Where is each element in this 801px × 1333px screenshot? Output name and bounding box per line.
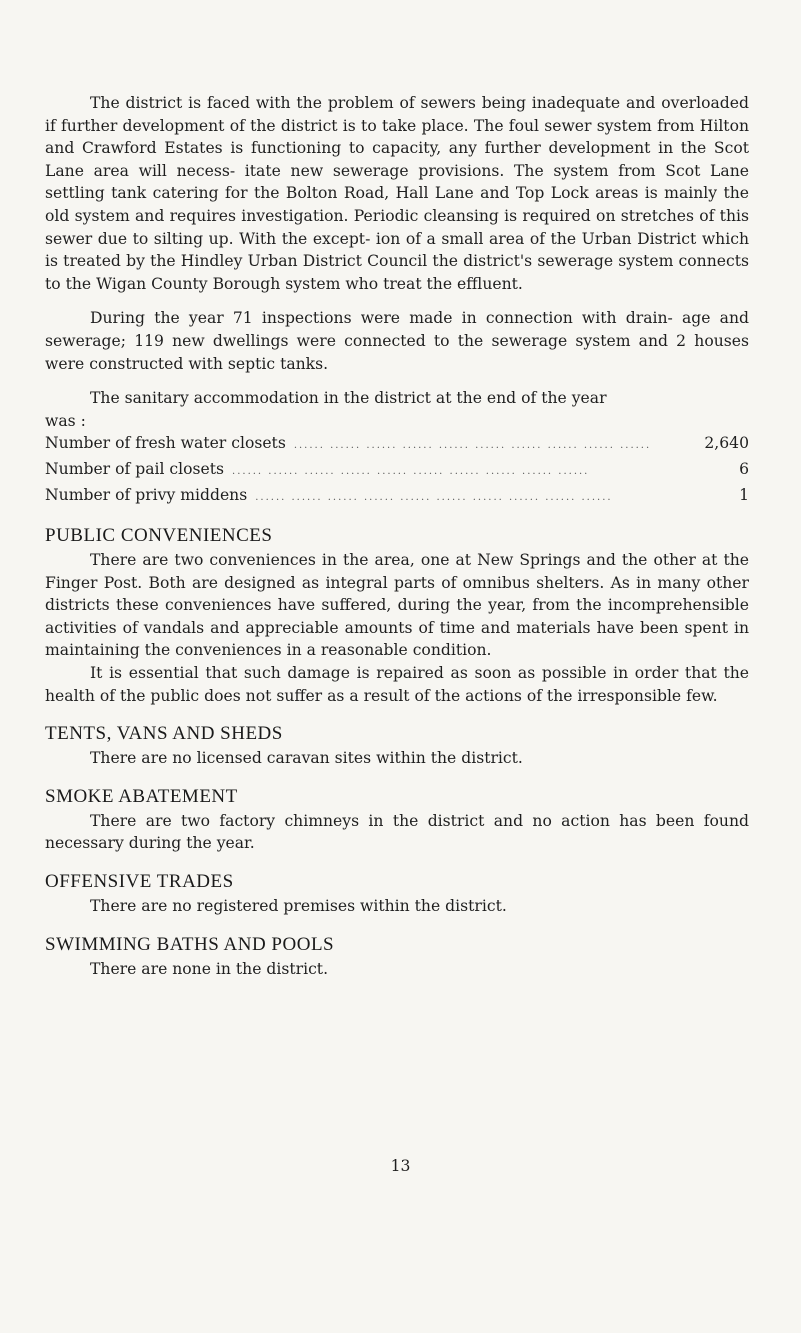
paragraph-damage: It is essential that such damage is repaired as soon as possible in order that the health of the public does not suffer as a result of the actions of the irresponsible few. <box>45 664 749 705</box>
stat-row-fresh-water-closets <box>45 432 749 458</box>
dot-leader <box>294 432 699 458</box>
stat-row-privy-middens <box>45 484 749 510</box>
paragraph-sanitary-intro: The sanitary accommodation in the district at the end of the year <box>90 389 607 408</box>
sanitary-stats-list <box>45 432 749 509</box>
paragraph-sewers: The district is faced with the problem of sewers being inadequate and overloaded if further development of the district is to take place. The foul sewer system from Hilton and Crawford Estates is functioning to capacity, any further development in the Scot Lane area will necess- itate new sewerage provisions. The system from Scot Lane settling tank catering for the Bolton Road, Hall Lane and Top Lock areas is mainly the old system and requires investigation. Periodic cleansing is required on stretches of this sewer due to silting up. With the except- ion of a small area of the Urban District which is treated by the Hindley Urban District Council the district's sewerage system connects to the Wigan County Borough system who treat the effluent. <box>45 94 749 293</box>
stat-label: Number of fresh water closets <box>45 434 286 453</box>
heading-smoke-abatement: SMOKE ABATEMENT <box>45 785 238 807</box>
dot-leader <box>232 458 699 484</box>
dot-leader <box>255 484 699 510</box>
heading-offensive-trades: OFFENSIVE TRADES <box>45 871 234 893</box>
paragraph-caravan-sites: There are no licensed caravan sites within the district. <box>90 749 523 768</box>
stat-value: 1 <box>739 485 749 504</box>
paragraph-conveniences: There are two conveniences in the area, one at New Springs and the other at the Finger Post. Both are designed as integral parts of omnibus shelters. As in many other districts these conveniences have suffered, during the year, from the incomprehensible activities of vandals and appreciable amounts of time and materials have been spent in maintaining the conveniences in a reasonable condition. <box>45 551 749 660</box>
paragraph-inspections: During the year 71 inspections were made in connection with drain- age and sewerage; 119 new dwellings were connected to the sewerage system and 2 houses were constructed with septic tanks. <box>45 309 749 373</box>
stat-row-pail-closets <box>45 458 749 484</box>
stat-value: 6 <box>739 459 749 478</box>
heading-public-conveniences: PUBLIC CONVENIENCES <box>45 525 273 547</box>
heading-swimming-baths: SWIMMING BATHS AND POOLS <box>45 933 335 955</box>
stat-label: Number of privy middens <box>45 485 248 504</box>
stat-value: 2,640 <box>704 434 749 453</box>
sanitary-was-label: was : <box>45 411 86 430</box>
page-number: 13 <box>390 1157 411 1175</box>
stat-label: Number of pail closets <box>45 459 225 478</box>
paragraph-chimneys: There are two factory chimneys in the district and no action has been found necessary during the year. <box>45 811 749 853</box>
heading-tents-vans-sheds: TENTS, VANS AND SHEDS <box>45 723 283 745</box>
paragraph-swimming: There are none in the district. <box>90 959 329 978</box>
paragraph-registered-premises: There are no registered premises within the district. <box>90 897 507 916</box>
